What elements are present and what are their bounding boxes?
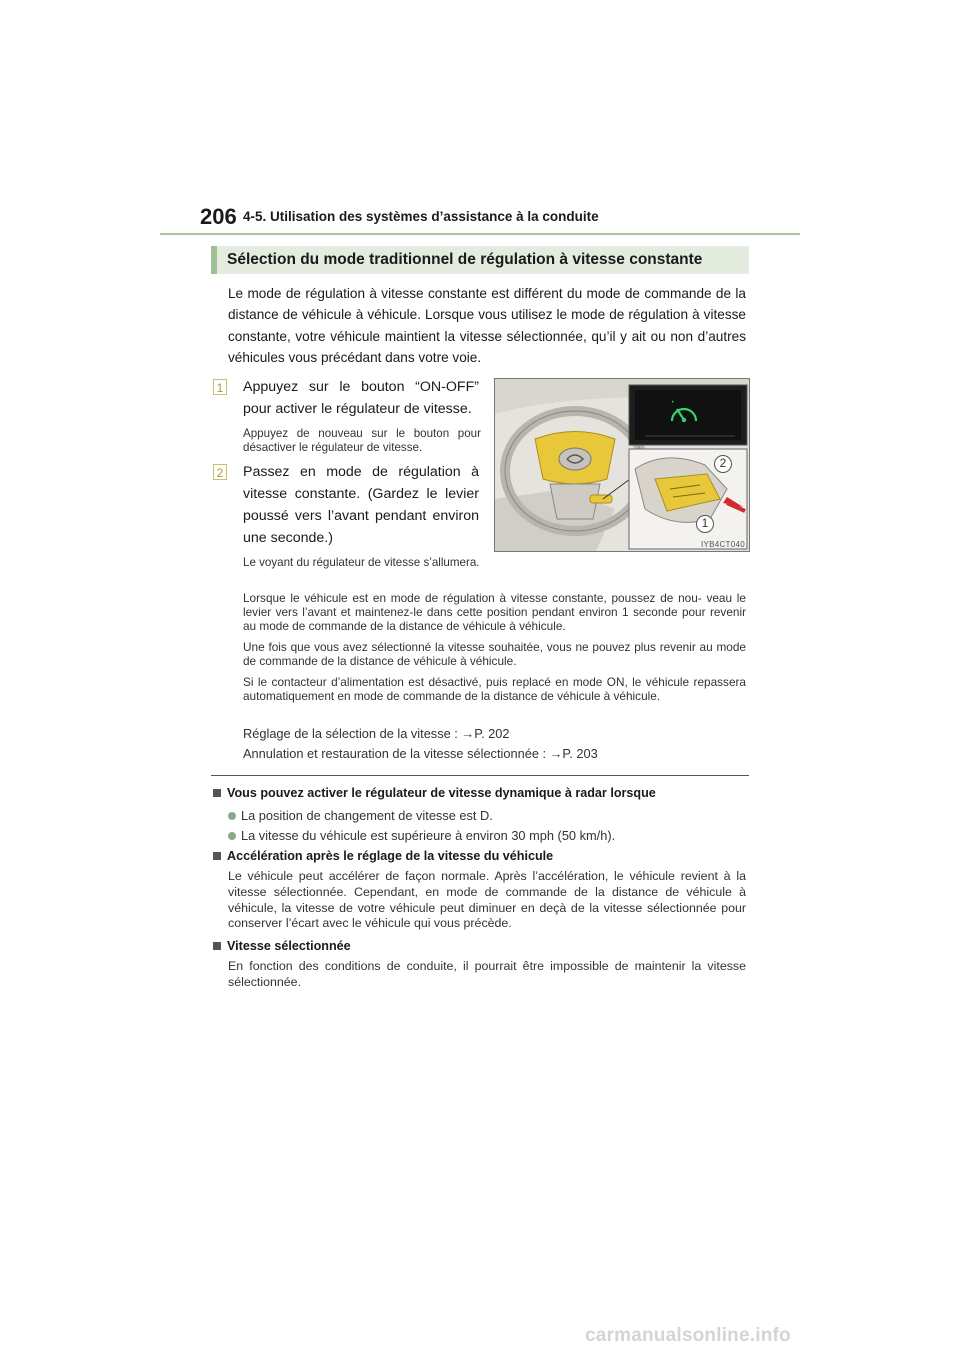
note-heading xyxy=(213,786,656,800)
intro-paragraph: Le mode de régulation à vitesse constante est différent du mode de commande de la distance de véhicule à véhicule. Lorsque vous utilisez le mode de régulation à vitesse constante, votre véhicule maintient la vitesse sélectionnée, qu’il y ait ou non d’autres véhicules vous précédant dans votre voie. xyxy=(228,286,746,365)
note-heading xyxy=(213,849,553,863)
square-bullet-icon xyxy=(213,942,221,950)
bullet-dot-icon xyxy=(228,812,236,820)
step-number-badge: 1 xyxy=(213,379,227,395)
watermark: carmanualsonline.info xyxy=(585,1325,791,1346)
chapter-title: 4-5. Utilisation des systèmes d’assistance à la conduite xyxy=(243,209,599,224)
body-paragraph: Une fois que vous avez sélectionné la vitesse souhaitée, vous ne pouvez plus revenir au mode de commande de la distance de véhicule à véhicule. xyxy=(243,640,746,669)
note-heading-text: Vitesse sélectionnée xyxy=(227,939,351,953)
note-heading-text: Accélération après le réglage de la vitesse du véhicule xyxy=(227,849,554,863)
note-heading xyxy=(213,939,351,953)
page-number: 206 xyxy=(200,204,237,229)
callout-1: 1 xyxy=(696,515,714,533)
step-number-badge: 2 xyxy=(213,464,227,480)
note-body: En fonction des conditions de conduite, il pourrait être impossible de maintenir la vitesse sélectionnée. xyxy=(228,959,746,989)
step-text: Passez en mode de régulation à vitesse constante. (Gardez le levier poussé vers l’avant pendant environ une seconde.) xyxy=(243,464,479,546)
list-item-text: La vitesse du véhicule est supérieure à environ 30 mph (50 km/h). xyxy=(241,828,616,843)
section-title: Sélection du mode traditionnel de régulation à vitesse constante xyxy=(227,251,703,268)
header-rule xyxy=(160,233,800,235)
bullet-dot-icon xyxy=(228,832,236,840)
square-bullet-icon xyxy=(213,852,221,860)
section-banner xyxy=(211,246,749,274)
list-item xyxy=(228,808,493,823)
list-item-text: La position de changement de vitesse est D. xyxy=(241,808,493,823)
body-paragraph: Si le contacteur d’alimentation est désactivé, puis replacé en mode ON, le véhicule repassera automatiquement en mode de commande de la distance de véhicule à véhicule. xyxy=(243,675,746,704)
page-reference[interactable]: Annulation et restauration de la vitesse sélectionnée : →P. 203 xyxy=(243,746,598,761)
step-note: Le voyant du régulateur de vitesse s’allumera. xyxy=(243,556,480,569)
note-body: Le véhicule peut accélérer de façon normale. Après l’accélération, le véhicule revient à la vitesse sélectionnée. Cependant, en mode de commande de la distance de véhicule à véhicule, la vitesse de votre véhicule peut diminuer en deçà de la vitesse sélectionnée pour conserver l’écart avec le véhicule qui vous précède. xyxy=(228,869,746,931)
body-paragraph: Lorsque le véhicule est en mode de régulation à vitesse constante, poussez de nou- veau le levier vers l’avant et maintenez-le dans cette position pendant environ 1 seconde pour revenir au mode de commande de la distance de véhicule à véhicule. xyxy=(243,591,746,634)
list-item xyxy=(228,828,615,843)
steering-wheel-illustration xyxy=(494,378,750,552)
section-separator xyxy=(211,775,749,776)
svg-text:•: • xyxy=(671,399,675,406)
step-note: Appuyez de nouveau sur le bouton pour désactiver le régulateur de vitesse. xyxy=(243,427,481,454)
figure-code: IYB4CT040 xyxy=(700,540,745,549)
square-bullet-icon xyxy=(213,789,221,797)
note-heading-text: Vous pouvez activer le régulateur de vitesse dynamique à radar lorsque xyxy=(227,786,656,800)
step-text: Appuyez sur le bouton “ON-OFF” pour activer le régulateur de vitesse. xyxy=(243,379,479,417)
page-reference[interactable]: Réglage de la sélection de la vitesse : →P. 202 xyxy=(243,726,510,741)
callout-2: 2 xyxy=(714,455,732,473)
